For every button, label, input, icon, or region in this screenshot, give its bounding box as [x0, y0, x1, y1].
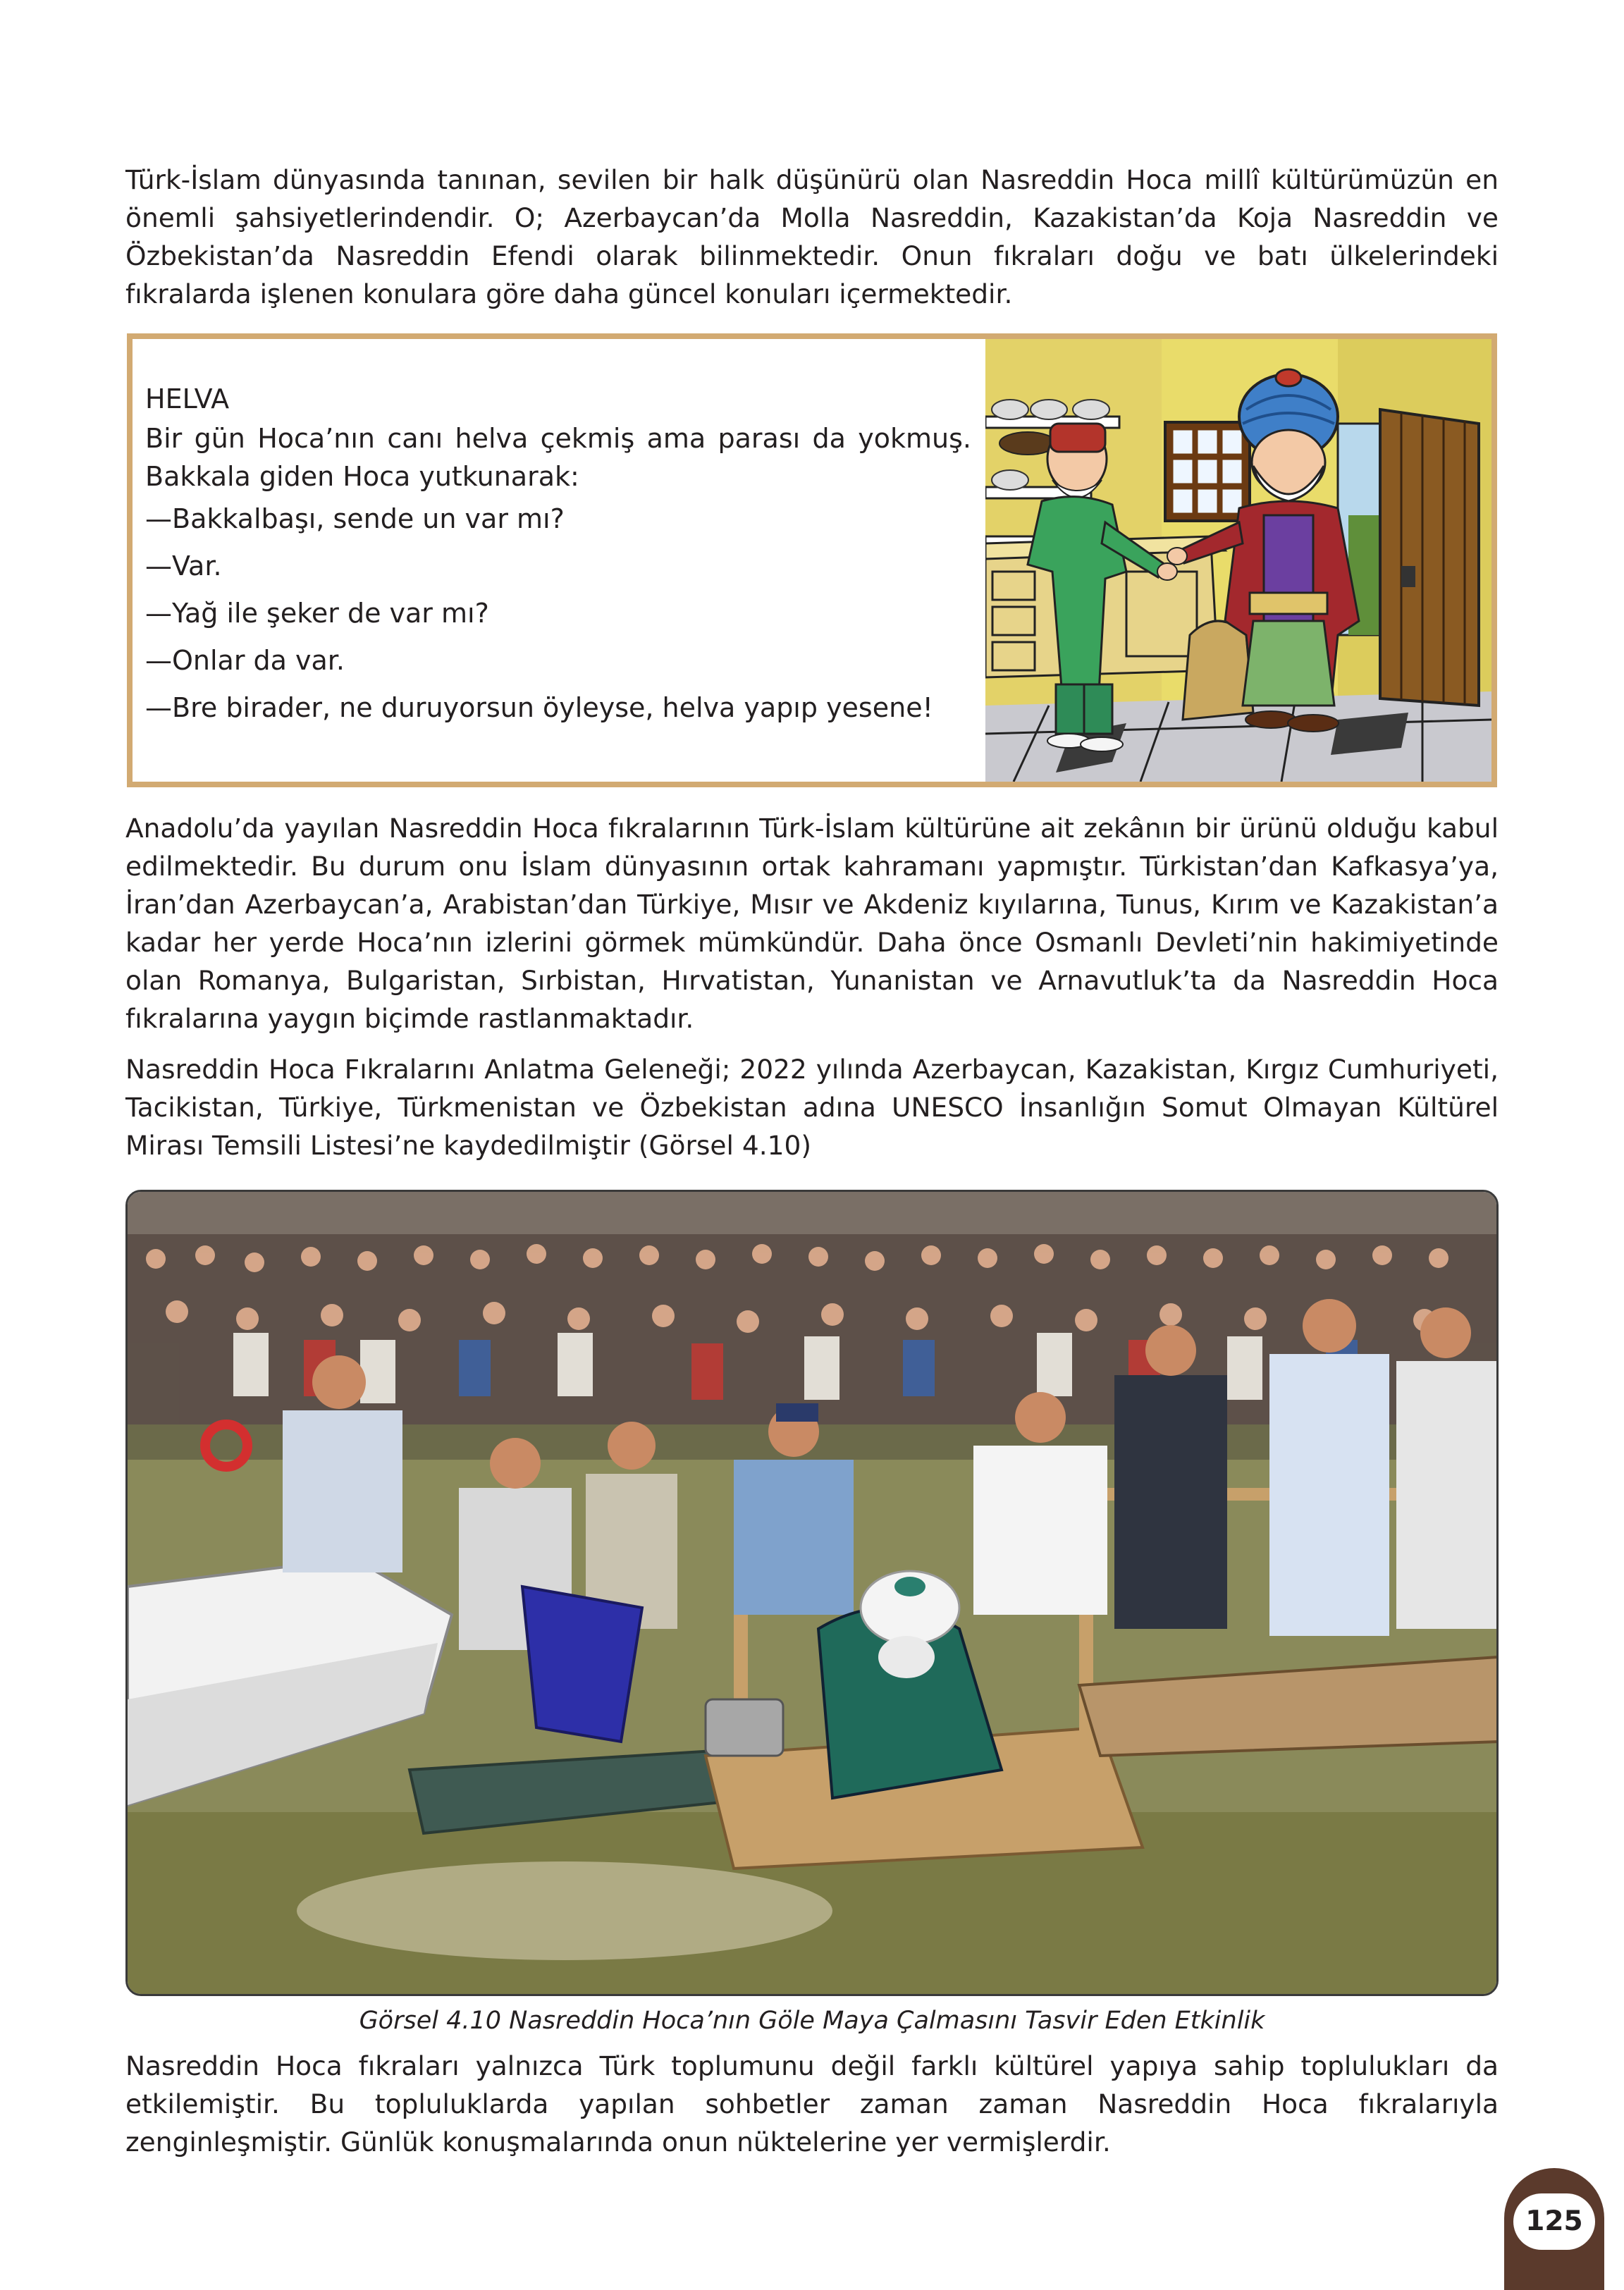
paragraph-3: Nasreddin Hoca Fıkralarını Anlatma Geleneği; 2022 yılında Azerbaycan, Kazakistan, Kırgız Cumhuriyeti, Tacikistan, Türkiye, Türkmenistan ve Özbekistan adına UNESCO İnsanlığın Somut Olmayan Kültürel Mirası Temsili Listesi’ne kaydedilmiştir (Görsel 4.10) — [125, 1054, 1499, 1161]
dialogue-line: —Onlar da var. — [145, 645, 345, 676]
story-text — [145, 380, 971, 732]
cartoon-illustration — [985, 339, 1491, 782]
figure-caption: Görsel 4.10 Nasreddin Hoca’nın Göle Maya Çalmasını Tasvir Eden Etkinlik — [359, 2007, 1265, 2035]
story-title: HELVA — [145, 383, 230, 414]
dialogue-line: —Bakkalbaşı, sende un var mı? — [145, 503, 565, 534]
page-number: 125 — [1513, 2193, 1595, 2250]
dialogue-line: —Var. — [145, 550, 222, 581]
dialogue-line: —Yağ ile şeker de var mı? — [145, 598, 489, 629]
intro-paragraph: Türk-İslam dünyasında tanınan, sevilen bir halk düşünürü olan Nasreddin Hoca millî kültürümüzün en önemli şahsiyetlerindendir. O; Azerbaycan’da Molla Nasreddin, Kazakistan’da Koja Nasreddin ve Özbekistan’da Nasreddin Efendi olarak bilinmektedir. Onun fıkraları doğu ve batı ülkelerindeki fıkralarda işlenen konulara göre daha güncel konuları içermektedir. — [125, 164, 1499, 309]
dialogue-line: —Bre birader, ne duruyorsun öyleyse, helva yapıp yesene! — [145, 692, 933, 723]
helva-story-box — [127, 333, 1497, 787]
paragraph-2: Anadolu’da yayılan Nasreddin Hoca fıkralarının Türk-İslam kültürüne ait zekânın bir ürünü olduğu kabul edilmektedir. Bu durum onu İslam dünyasının ortak kahramanı yapmıştır. Türkistan’dan Kafkasya’ya, İran’dan Azerbaycan’a, Arabistan’dan Türkiye, Mısır ve Akdeniz kıyılarına, Tunus, Kırım ve Kazakistan’a kadar her yerde Hoca’nın izlerini görmek mümkündür. Daha önce Osmanlı Devleti’nin hakimiyetinde olan Romanya, Bulgaristan, Sırbistan, Hırvatistan, Yunanistan ve Arnavutluk’ta da Nasreddin Hoca fıkralarına yaygın biçimde rastlanmaktadır. — [125, 813, 1499, 1034]
paragraph-4: Nasreddin Hoca fıkraları yalnızca Türk toplumunu değil farklı kültürel yapıya sahip toplulukları da etkilemiştir. Bu topluluklarda yapılan sohbetler zaman zaman Nasreddin Hoca fıkralarıyla zenginleşmiştir. Günlük konuşmalarında onun nüktelerine yer vermişlerdir. — [125, 2050, 1499, 2157]
event-photo — [125, 1190, 1499, 1996]
story-lead: Bir gün Hoca’nın canı helva çekmiş ama parası da yokmuş. Bakkala giden Hoca yutkunarak: — [145, 423, 971, 492]
